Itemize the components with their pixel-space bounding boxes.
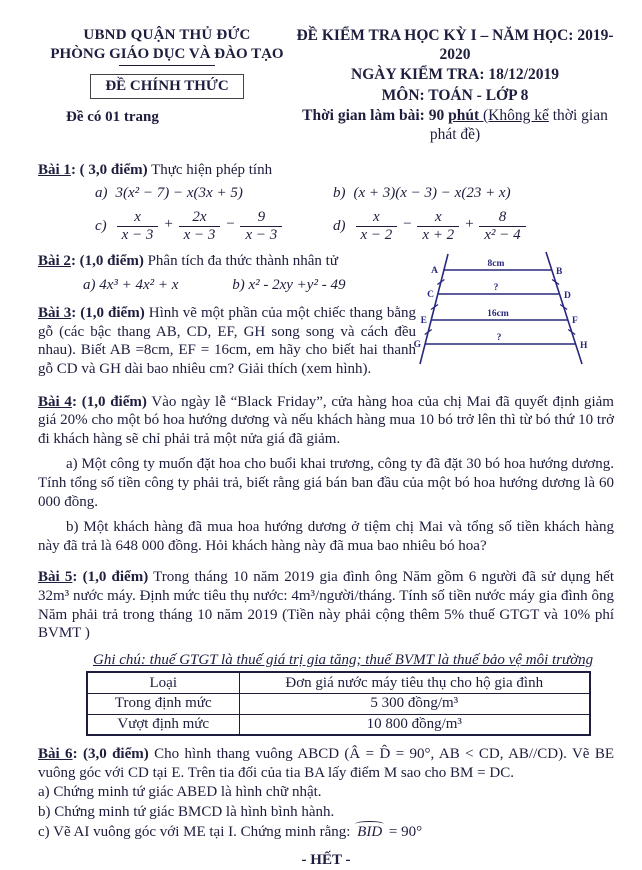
figure-dim-GH: ? <box>496 333 502 343</box>
problem-1-row-ab <box>38 184 614 203</box>
header-left-block <box>38 26 296 145</box>
exam-title: ĐỀ KIỂM TRA HỌC KỲ I – NĂM HỌC: 2019-2020 <box>296 27 614 64</box>
tick-marks <box>425 280 576 335</box>
official-exam-box: ĐỀ CHÍNH THỨC <box>90 74 243 99</box>
exam-duration: Thời gian làm bài: 90 phút (Không kể thời gian phát đề) <box>302 106 608 144</box>
figure-dim-AB: 8cm <box>487 259 505 269</box>
problem-5-note: Ghi chú: thuế GTGT là thuế giá trị gia tăng; thuế BVMT là thuế bảo vệ môi trường <box>93 651 594 668</box>
water-price-table <box>86 671 591 736</box>
problem-1-row-cd <box>38 210 614 245</box>
problem-5 <box>38 568 614 736</box>
problem-6c: c) Vẽ AI vuông góc với ME tại I. Chứng minh rằng: BID = 90° <box>38 823 423 840</box>
page-count-note: Đề có 01 trang <box>66 108 159 125</box>
fraction: $\frac{x}{x - 2}$ <box>356 210 398 245</box>
table-header-cell: Đơn giá nước máy tiêu thụ cho hộ gia đình <box>239 672 590 693</box>
problem-2a: a) 4x³ + 4x² + x <box>83 276 179 293</box>
problem-4b: b) Một khách hàng đã mua hoa hướng dương ở tiệm chị Mai và tổng số tiền khách hàng này đã trả là 648 000 đồng. Hỏi khách hàng này đã mua bao nhiêu bó hoa? <box>38 519 614 554</box>
figure-label-F: F <box>572 316 578 326</box>
problem-1a: a) 3(x² − 7) − x(3x + 5) <box>95 184 243 201</box>
angle-BID: BID <box>354 823 385 842</box>
problem-1b: b) (x + 3)(x − 3) − x(23 + x) <box>333 184 511 201</box>
ladder-figure <box>406 250 602 370</box>
problem-1-title: Bài 1: ( 3,0 điểm) Thực hiện phép tính <box>38 162 273 179</box>
figure-label-D: D <box>564 291 571 301</box>
end-marker: - HẾT - <box>301 852 351 869</box>
figure-dim-CD: ? <box>493 283 499 293</box>
fraction: $\frac{x}{x + 2}$ <box>417 210 459 245</box>
figure-label-H: H <box>580 341 588 351</box>
issuing-authority: UBND QUẬN THỦ ĐỨC <box>83 27 251 43</box>
table-cell: 5 300 đồng/m³ <box>239 693 590 714</box>
table-row <box>87 693 590 714</box>
figure-dim-EF: 16cm <box>487 309 509 319</box>
fraction: $\frac{8}{\text{x² − 4}}$ <box>479 210 525 245</box>
problem-6-intro: Bài 6: (3,0 điểm) Cho hình thang vuông ABCD (Â = D̂ = 90°, AB < CD, AB//CD). Vẽ BE vuông góc với CD tại E. Trên tia đối của tia BA lấy điểm M sao cho BM = DC. <box>38 746 614 781</box>
table-header-cell: Loại <box>87 672 239 693</box>
figure-label-A: A <box>431 266 438 276</box>
ladder-figure-svg <box>406 250 602 370</box>
fraction: $\frac{9}{x - 3}$ <box>240 210 282 245</box>
problem-4-intro: Bài 4: (1,0 điểm) Vào ngày lễ “Black Friday”, cửa hàng hoa của chị Mai đã quyết định giảm giá 20% cho một bó hoa hướng dương và nếu khách hàng mua 10 bó trở lên thì từ bó thứ 10 trở đi khách hàng sẽ chỉ phải trả một nửa giá đã giảm. <box>38 393 614 447</box>
problem-2b: b) x² - 2xy +y² - 49 <box>232 276 346 293</box>
fraction: $\frac{x}{x - 3}$ <box>117 210 159 245</box>
problem-4a: a) Một công ty muốn đặt hoa cho buổi khai trương, công ty đã đặt 30 bó hoa hướng dương. Tính tổng số tiền công ty phải trả, biết rằng giá bán ban đầu của một bó hoa hướng dương là 60 000 đồng. <box>38 456 614 510</box>
problem-3-text: Bài 3: (1,0 điểm) Hình vẽ một phần của một chiếc thang bằng gỗ (các bậc thang AB, CD, EF, GH song song và cách đều nhau). Biết AB =8cm, EF = 16cm, em hãy cho biết hai thanh gỗ CD và GH dài bao nhiêu cm? Giải thích (xem hình). <box>38 305 416 377</box>
problem-1 <box>38 161 614 244</box>
table-cell: Vượt định mức <box>87 714 239 735</box>
problem-1c: c) $\frac{x}{x - 3}$ + $\frac{2x}{x - 3}$ − $\frac{9}{x - 3}$ <box>95 210 333 245</box>
problem-6a: a) Chứng minh tứ giác ABED là hình chữ nhật. <box>38 784 322 801</box>
header-divider <box>119 65 215 66</box>
figure-label-E: E <box>420 316 427 326</box>
table-header-row <box>87 672 590 693</box>
document-header <box>38 26 614 145</box>
fraction: $\frac{2x}{x - 3}$ <box>179 210 221 245</box>
table-cell: 10 800 đồng/m³ <box>239 714 590 735</box>
problem-5-text: Bài 5: (1,0 điểm) Trong tháng 10 năm 2019 gia đình ông Năm gồm 6 người đã sử dụng hết 32m³ nước máy. Định mức tiêu thụ nước: 4m³/người/tháng. Tính số tiền nước máy gia đình ông Năm phải trả trong tháng 10 năm 2019 (Tiền này phải cộng thêm 5% thuế GTGT và 10% phí BVMT ) <box>38 569 614 642</box>
figure-label-C: C <box>427 290 434 300</box>
figure-label-B: B <box>556 267 563 277</box>
exam-subject: MÔN: TOÁN - LỚP 8 <box>381 86 529 104</box>
problem-6b: b) Chứng minh tứ giác BMCD là hình bình hành. <box>38 804 335 821</box>
problem-1d: d) $\frac{x}{x - 2}$ − $\frac{x}{x + 2}$ + $\frac{8}{\text{x² − 4}}$ <box>333 210 528 245</box>
table-row <box>87 714 590 735</box>
department-name: PHÒNG GIÁO DỤC VÀ ĐÀO TẠO <box>50 45 284 62</box>
figure-label-G: G <box>413 340 421 350</box>
table-cell: Trong định mức <box>87 693 239 714</box>
exam-date: NGÀY KIỂM TRA: 18/12/2019 <box>351 66 559 84</box>
problem-2-title: Bài 2: (1,0 điểm) Phân tích đa thức thành nhân tử <box>38 253 338 269</box>
problem-6 <box>38 745 614 841</box>
header-right-block <box>296 26 614 145</box>
problem-4 <box>38 393 614 556</box>
